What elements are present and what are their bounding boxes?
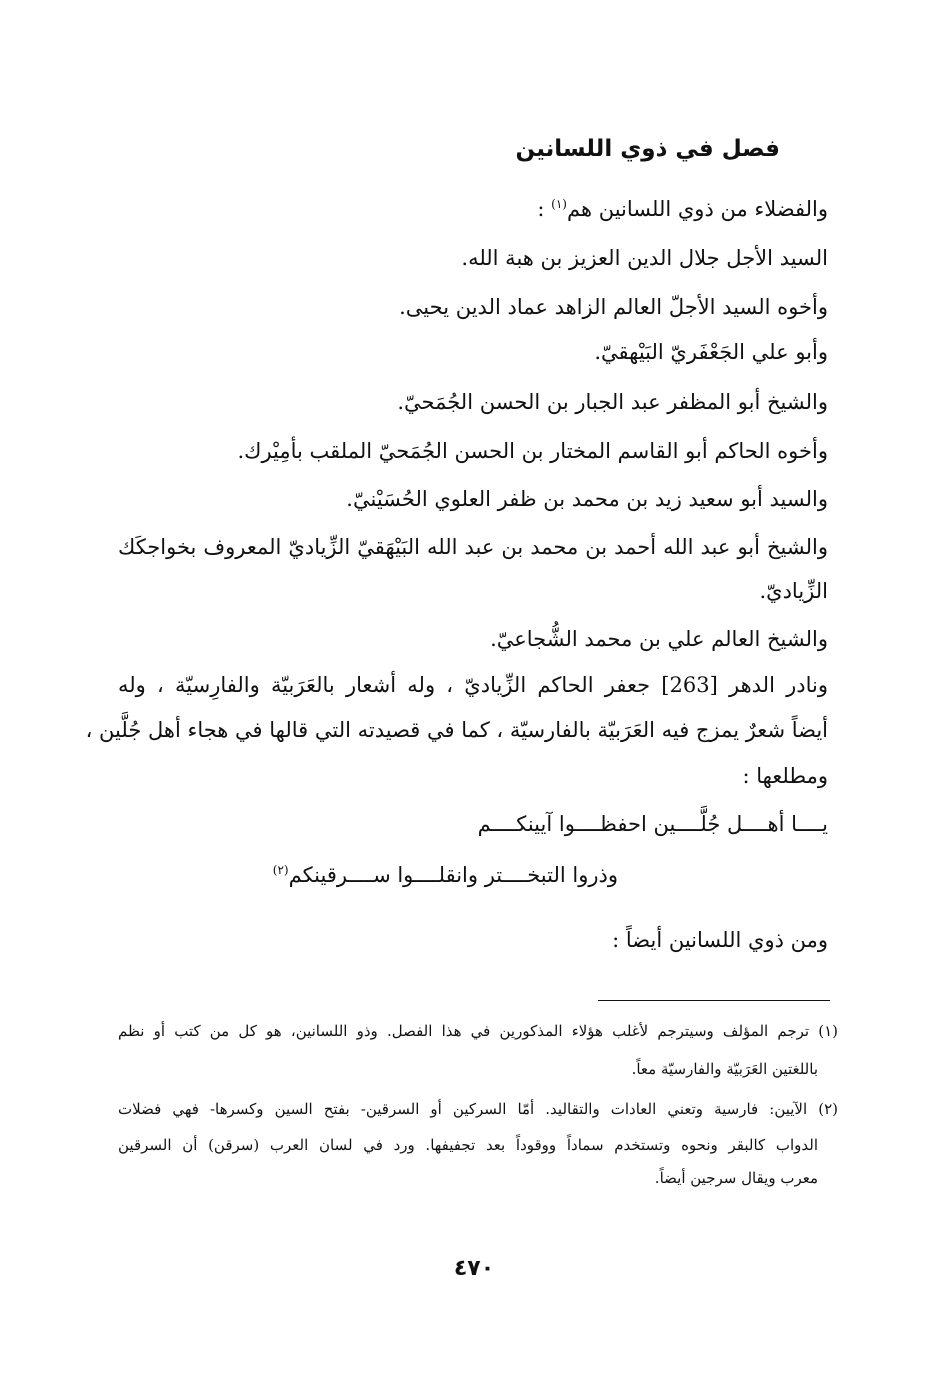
paragraph-5: وأخوه الحاكم أبو القاسم المختار بن الحسن الجُمَحيّ الملقب بأمِيْرك. <box>237 439 828 463</box>
chapter-heading: فصل في ذوي اللسانين <box>515 136 780 162</box>
paragraph-8: والشيخ العالم علي بن محمد الشُّجاعيّ. <box>490 627 828 651</box>
footnote-1-line-2: باللغتين العَرَبيّة والفارسيّة معاً. <box>631 1060 818 1078</box>
footnote-ref-1: (١) <box>551 197 567 211</box>
paragraph-10: ومن ذوي اللسانين أيضاً : <box>612 928 828 952</box>
footnote-2-line-1: (٢) الآيين: فارسية وتعني العادات والتقاليد. أمّا السركين أو السرقين- بفتح السين وكسرها- فهي فضلات <box>118 1100 838 1118</box>
page-number: ٤٧٠ <box>453 1256 495 1281</box>
paragraph-7-line-1: والشيخ أبو عبد الله أحمد بن محمد بن عبد الله البَيْهَقيّ الزِّياديّ المعروف بخواجكَك <box>118 535 828 559</box>
paragraph-9-line-1: ونادر الدهر [263] جعفر الحاكم الزِّياديّ ، وله أشعار بالعَرَبيّة والفارِسيّة ، وله <box>118 673 828 697</box>
paragraph-9-line-3: ومطلعها : <box>742 764 828 788</box>
intro-text: والفضلاء من ذوي اللسانين هم <box>566 197 828 221</box>
paragraph-9-line-2: أيضاً شعرٌ يمزج فيه العَرَبيّة بالفارسيّة ، كما في قصيدته التي قالها في هجاء أهل جُلَّين ، <box>85 718 828 742</box>
footnote-2-line-2: الدواب كالبقر ونحوه وتستخدم سماداً ووقوداً بعد تجفيفها. ورد في لسان العرب (سرقن) أن السرقين <box>118 1136 818 1154</box>
paragraph-4: والشيخ أبو المظفر عبد الجبار بن الحسن الجُمَحيّ. <box>397 390 828 414</box>
verse-hemistich-1: يــــا أهــــل جُلَّــــين احفظــــوا آيينكــــم <box>477 812 828 836</box>
paragraph-6: والسيد أبو سعيد زيد بن محمد بن ظفر العلوي الحُسَيْنيّ. <box>346 487 828 511</box>
paragraph-7-line-2: الزِّياديّ. <box>759 579 828 603</box>
footnote-2-line-3: معرب ويقال سرجين أيضاً. <box>654 1169 818 1187</box>
footnote-separator <box>598 1000 830 1001</box>
intro-colon: : <box>537 197 545 221</box>
verse-hemistich-2-text: وذروا التبخــــتر وانقلــــوا ســــرقينكم <box>288 863 618 887</box>
paragraph-1: السيد الأجل جلال الدين العزيز بن هبة الله. <box>461 246 828 270</box>
paragraph-3: وأبو علي الجَعْفَريّ البَيْهقيّ. <box>594 340 828 364</box>
footnote-1-line-1: (١) ترجم المؤلف وسيترجم لأغلب هؤلاء المذكورين في هذا الفصل. وذو اللسانين، هو كل من كتب أو نظم <box>118 1022 838 1040</box>
paragraph-2: وأخوه السيد الأجلّ العالم الزاهد عماد الدين يحيى. <box>399 295 828 319</box>
verse-hemistich-2 <box>273 863 618 887</box>
intro-line <box>537 197 828 221</box>
footnote-ref-2: (٢) <box>272 863 289 877</box>
